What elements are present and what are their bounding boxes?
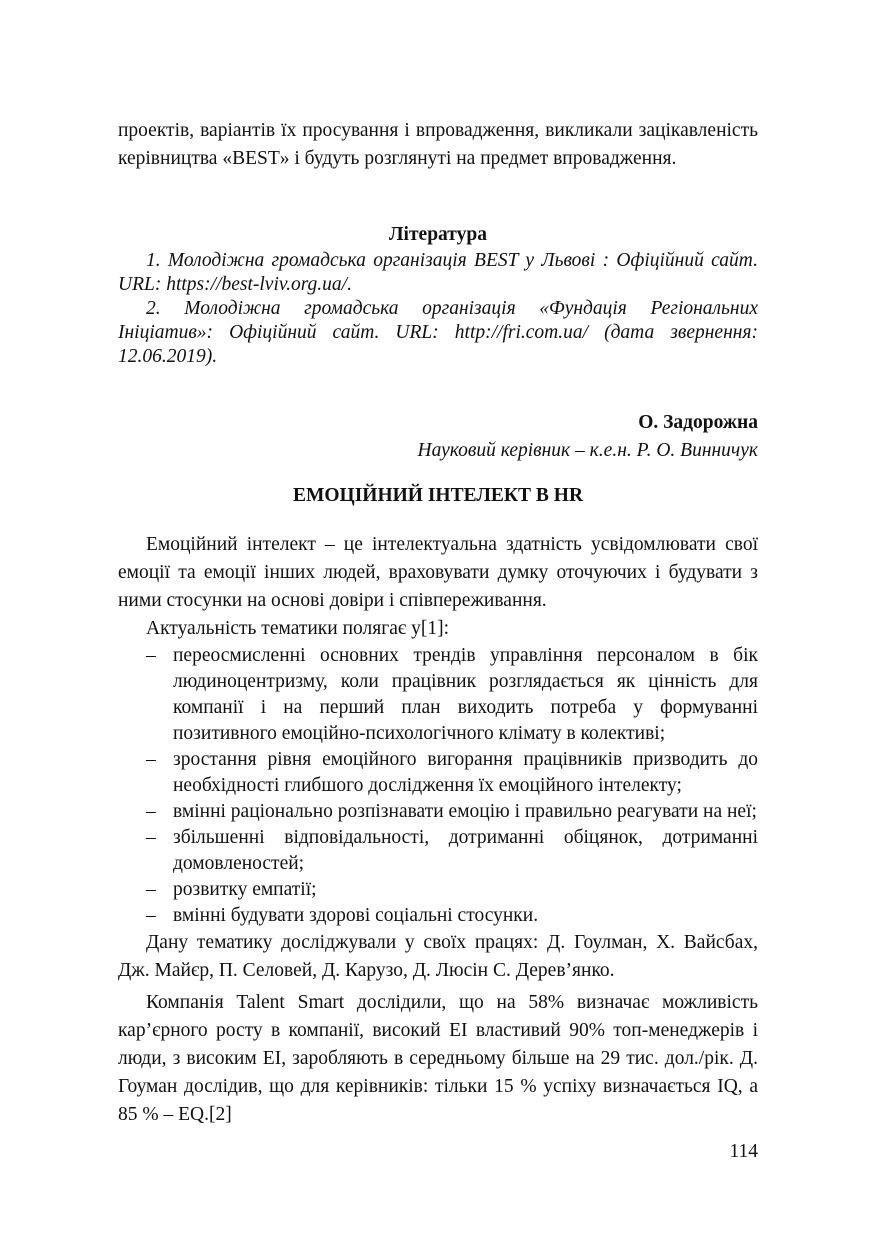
page-number: 114 — [729, 1141, 758, 1162]
scientific-supervisor: Науковий керівник – к.е.н. Р. О. Винничук — [417, 440, 758, 461]
references-section — [118, 221, 758, 369]
list-item-text: переосмисленні основних трендів управління персоналом в бік людиноцентризму, коли працівник розглядається як цінність для компанії і на перший план виходить потреба у формуванні позитивного емоційно-психологічного клімату в колективі; — [173, 645, 758, 744]
references-heading: Література — [389, 224, 487, 245]
intro-section — [118, 117, 758, 173]
article-body — [118, 531, 758, 1129]
list-item — [118, 643, 758, 747]
author-name: О. Задорожна — [638, 412, 758, 433]
list-item — [118, 825, 758, 877]
dash-marker: – — [146, 827, 156, 848]
article-title: ЕМОЦІЙНИЙ ІНТЕЛЕКТ В HR — [292, 485, 584, 506]
dash-marker: – — [146, 879, 156, 900]
list-item-text: збільшенні відповідальності, дотриманні обіцянок, дотриманні домовленостей; — [173, 827, 758, 874]
dash-marker: – — [146, 801, 156, 822]
reference-item-2: 2. Молодіжна громадська організація «Фундація Регіональних Ініціатив»: Офіційний сайт. URL: http://fri.com.ua/ (дата звернення: 12.06.2019). — [118, 298, 758, 367]
relevance-list — [118, 643, 758, 929]
dash-marker: – — [146, 645, 156, 666]
relevance-intro: Актуальність тематики полягає у[1]: — [146, 618, 450, 639]
list-item — [118, 903, 758, 929]
definition-paragraph: Емоційний інтелект – це інтелектуальна здатність усвідомлювати свої емоції та емоції інших людей, враховувати думку оточуючих і будувати з ними стосунки на основі довіри і співпереживання. — [118, 534, 758, 611]
researchers-paragraph: Дану тематику досліджували у своїх працях: Д. Гоулман, Х. Вайсбах, Дж. Майєр, П. Селовей, Д. Карузо, Д. Люсін С. Дерев’янко. — [118, 932, 758, 981]
author-block — [118, 409, 758, 465]
list-item — [118, 877, 758, 903]
list-item-text: зростання рівня емоційного вигорання працівників призводить до необхідності глибшого дослідження їх емоційного інтелекту; — [173, 749, 758, 796]
findings-paragraph: Компанія Talent Smart дослідили, що на 58% визначає можливість кар’єрного росту в компанії, високий ЕІ властивий 90% топ-менеджерів і люди, з високим ЕІ, заробляють в середньому більше на 29 тис. дол./рік. Д. Гоуман дослідив, що для керівників: тільки 15 % успіху визначається IQ, а 85 % – EQ.[2] — [118, 992, 758, 1125]
reference-item-1: 1. Молодіжна громадська організація BEST у Львові : Офіційний сайт. URL: https://best-lviv.org.ua/. — [118, 250, 758, 295]
list-item-text: вмінні раціонально розпізнавати емоцію і правильно реагувати на неї; — [173, 801, 757, 822]
intro-paragraph: проектів, варіантів їх просування і впровадження, викликали зацікавленість керівництва «BEST» і будуть розглянуті на предмет впровадження. — [118, 120, 758, 169]
list-item — [118, 799, 758, 825]
dash-marker: – — [146, 905, 156, 926]
list-item — [118, 747, 758, 799]
dash-marker: – — [146, 749, 156, 770]
list-item-text: розвитку емпатії; — [173, 879, 317, 900]
list-item-text: вмінні будувати здорові соціальні стосунки. — [173, 905, 539, 926]
